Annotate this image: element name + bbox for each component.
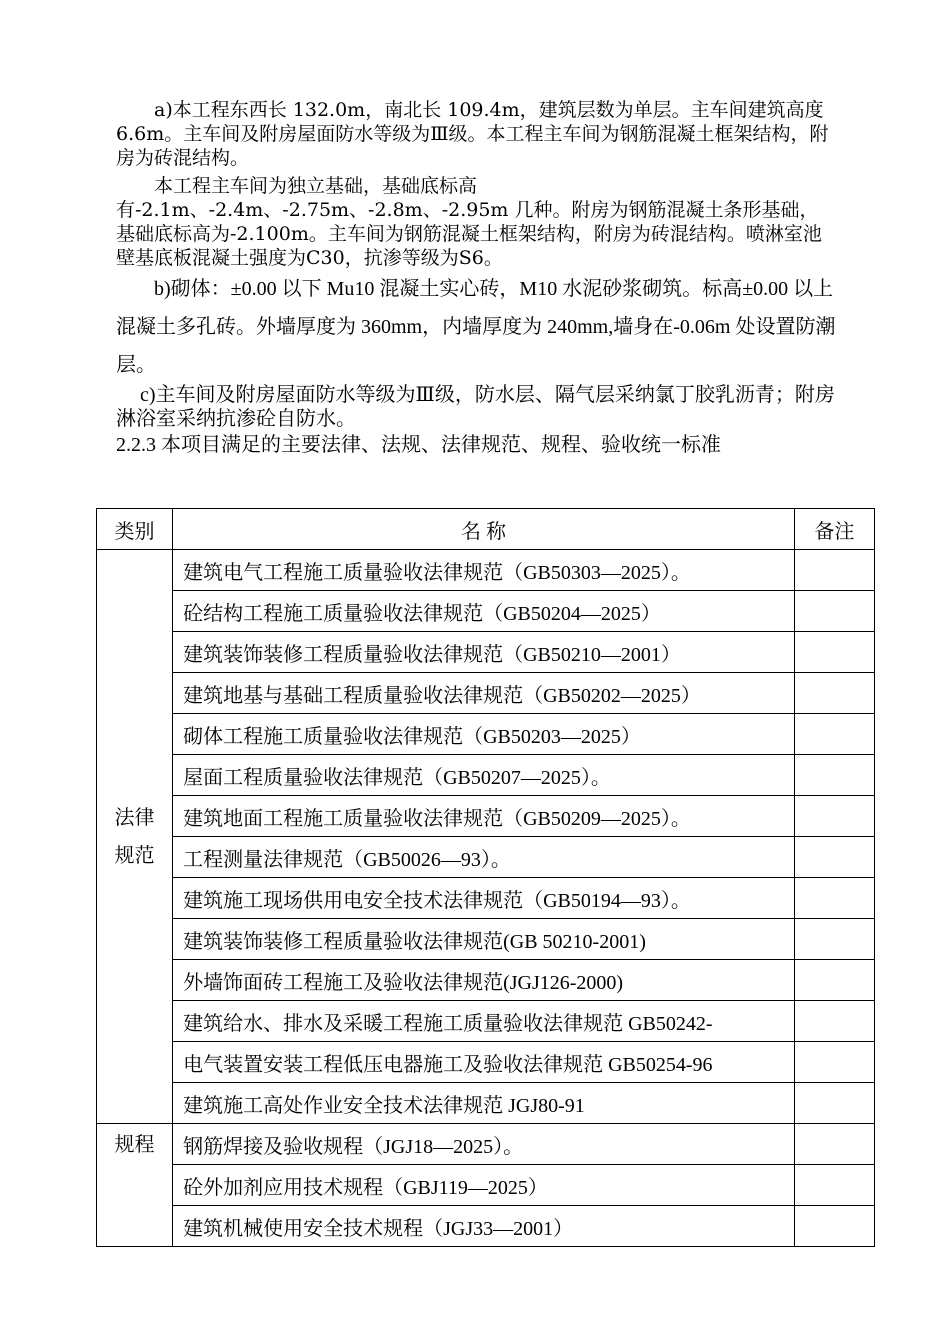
standard-name: 建筑机械使用安全技术规程（JGJ33—2001）: [173, 1206, 795, 1247]
note-cell: [794, 1083, 874, 1124]
standard-name: 砼结构工程施工质量验收法律规范（GB50204—2025）: [173, 591, 795, 632]
standard-name: 建筑地面工程施工质量验收法律规范（GB50209—2025）。: [173, 796, 795, 837]
paragraph-roof-waterproofing: c)主车间及附房屋面防水等级为Ⅲ级，防水层、隔气层采纳氯丁胶乳沥青；附房淋浴室采纳抗渗砼自防水。: [116, 384, 835, 430]
paragraph-foundation: 本工程主车间为独立基础，基础底标高有-2.1m、-2.4m、-2.75m、-2.8m、-2.95m 几种。附房为钢筋混凝土条形基础，基础底标高为-2.100m。主车间为钢筋混凝土框架结构，附房为砖混结构。喷淋室池壁基底板混凝土强度为C30，抗渗等级为S6。: [116, 175, 822, 269]
category-cell-standards: [97, 550, 173, 1124]
header-category: 类别: [97, 509, 173, 550]
note-cell: [794, 1124, 874, 1165]
note-cell: [794, 960, 874, 1001]
note-cell: [794, 1206, 874, 1247]
note-cell: [794, 1042, 874, 1083]
standard-name: 砼外加剂应用技术规程（GBJ119—2025）: [173, 1165, 795, 1206]
category-label: 法律规范: [114, 806, 155, 867]
standard-name: 外墙饰面砖工程施工及验收法律规范(JGJ126-2000): [173, 960, 795, 1001]
paragraph-project-overview: a)本工程东西长 132.0m，南北长 109.4m，建筑层数为单层。主车间建筑高度 6.6m。主车间及附房屋面防水等级为Ⅲ级。本工程主车间为钢筋混凝土框架结构，附房为砖混结构。: [116, 99, 829, 169]
table-row: [97, 919, 875, 960]
table-row: [97, 1124, 875, 1165]
table-row: [97, 837, 875, 878]
table-row: [97, 960, 875, 1001]
note-cell: [794, 1165, 874, 1206]
note-cell: [794, 796, 874, 837]
standard-name: 电气装置安装工程低压电器施工及验收法律规范 GB50254-96: [173, 1042, 795, 1083]
standard-name: 建筑装饰装修工程质量验收法律规范(GB 50210-2001): [173, 919, 795, 960]
header-name: 名 称: [173, 509, 795, 550]
note-cell: [794, 632, 874, 673]
table-row: [97, 1165, 875, 1206]
standard-name: 建筑给水、排水及采暖工程施工质量验收法律规范 GB50242-: [173, 1001, 795, 1042]
paragraph-masonry: b)砌体：±0.00 以下 Mu10 混凝土实心砖，M10 水泥砂浆砌筑。标高±0.00 以上混凝土多孔砖。外墙厚度为 360mm，内墙厚度为 240mm,墙身在-0.06m 处设置防潮层。: [116, 278, 836, 376]
table-row: [97, 591, 875, 632]
note-cell: [794, 550, 874, 591]
table-row: [97, 1042, 875, 1083]
table-row: [97, 632, 875, 673]
note-cell: [794, 878, 874, 919]
header-note: 备注: [794, 509, 874, 550]
standard-name: 建筑地基与基础工程质量验收法律规范（GB50202—2025）: [173, 673, 795, 714]
note-cell: [794, 1001, 874, 1042]
note-cell: [794, 714, 874, 755]
table-row: [97, 1083, 875, 1124]
standard-name: 建筑装饰装修工程质量验收法律规范（GB50210—2001）: [173, 632, 795, 673]
section-heading: 2.2.3 本项目满足的主要法律、法规、法律规范、规程、验收统一标准: [116, 434, 721, 456]
table-row: [97, 755, 875, 796]
standard-name: 建筑施工高处作业安全技术法律规范 JGJ80-91: [173, 1083, 795, 1124]
standard-name: 建筑施工现场供用电安全技术法律规范（GB50194—93）。: [173, 878, 795, 919]
table-row: [97, 1001, 875, 1042]
category-cell-procedures: [97, 1124, 173, 1247]
note-cell: [794, 591, 874, 632]
table-row: [97, 673, 875, 714]
standard-name: 工程测量法律规范（GB50026—93）。: [173, 837, 795, 878]
standard-name: 砌体工程施工质量验收法律规范（GB50203—2025）: [173, 714, 795, 755]
table-row: [97, 1206, 875, 1247]
table-header-row: [97, 509, 875, 550]
note-cell: [794, 673, 874, 714]
standard-name: 钢筋焊接及验收规程（JGJ18—2025）。: [173, 1124, 795, 1165]
regulations-table: [96, 508, 875, 1247]
table-row: [97, 550, 875, 591]
category-label: 规程: [114, 1134, 155, 1156]
standard-name: 屋面工程质量验收法律规范（GB50207—2025）。: [173, 755, 795, 796]
standard-name: 建筑电气工程施工质量验收法律规范（GB50303—2025）。: [173, 550, 795, 591]
table-row: [97, 796, 875, 837]
note-cell: [794, 755, 874, 796]
table-row: [97, 878, 875, 919]
note-cell: [794, 837, 874, 878]
note-cell: [794, 919, 874, 960]
table-row: [97, 714, 875, 755]
